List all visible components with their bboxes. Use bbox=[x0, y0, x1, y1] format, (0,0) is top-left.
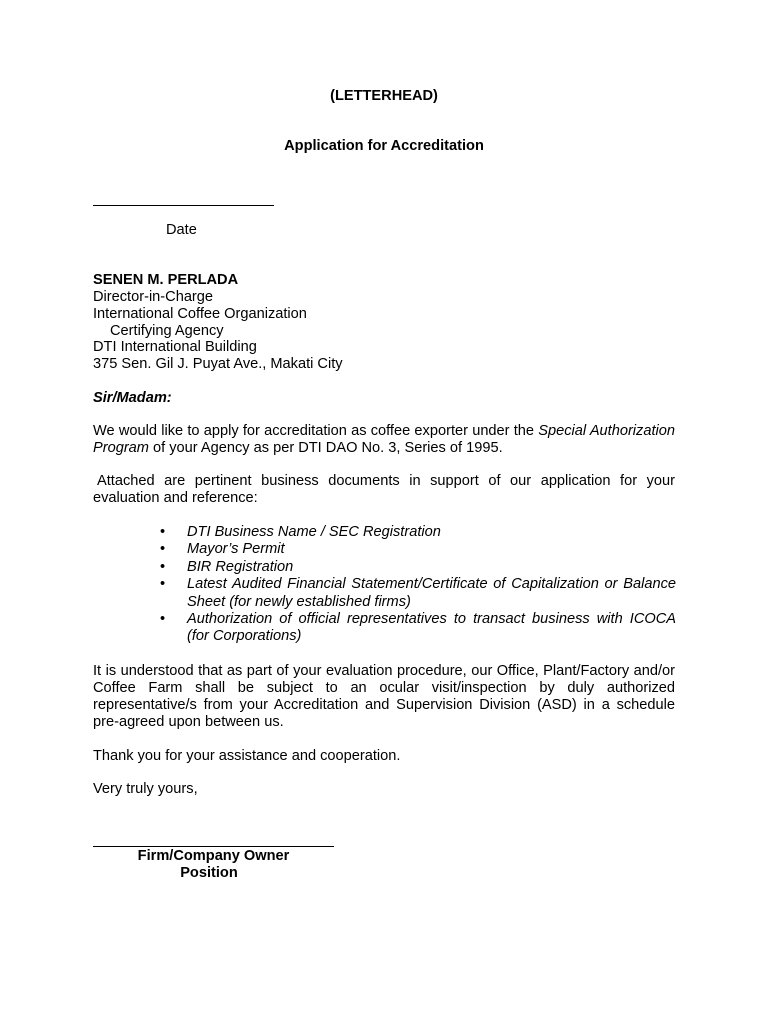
document-title: Application for Accreditation bbox=[284, 138, 484, 154]
bullet-icon: • bbox=[160, 576, 166, 593]
document-item-text: Latest Audited Financial Statement/Certificate of Capitalization or Balance Sheet (for newly established firms) bbox=[187, 576, 676, 610]
date-signature-line bbox=[93, 205, 274, 206]
bullet-icon: • bbox=[160, 611, 166, 628]
paragraph-application-after: of your Agency as per DTI DAO No. 3, Series of 1995. bbox=[148, 440, 503, 456]
list-item bbox=[160, 559, 676, 576]
owner-signature-line bbox=[93, 846, 334, 847]
list-item bbox=[160, 541, 676, 558]
recipient-building: DTI International Building bbox=[93, 339, 257, 355]
document-list bbox=[160, 524, 676, 646]
list-item bbox=[160, 611, 676, 646]
document-item-text: Mayor’s Permit bbox=[187, 541, 285, 558]
date-label: Date bbox=[166, 222, 197, 238]
paragraph-application bbox=[93, 423, 675, 457]
document-item-text: DTI Business Name / SEC Registration bbox=[187, 524, 441, 540]
closing-line: Very truly yours, bbox=[93, 781, 198, 797]
bullet-icon: • bbox=[160, 541, 166, 558]
letterhead-placeholder: (LETTERHEAD) bbox=[330, 88, 438, 104]
paragraph-attachments-text: Attached are pertinent business documents in support of our application for your evaluation and reference: bbox=[93, 473, 675, 506]
paragraph-application-text bbox=[93, 423, 675, 457]
paragraph-attachments bbox=[93, 473, 675, 507]
paragraph-application-before: We would like to apply for accreditation as coffee exporter under the bbox=[93, 423, 539, 439]
salutation: Sir/Madam: bbox=[93, 390, 172, 406]
recipient-address: 375 Sen. Gil J. Puyat Ave., Makati City bbox=[93, 356, 343, 372]
paragraph-inspection bbox=[93, 663, 675, 731]
thank-you-line: Thank you for your assistance and cooperation. bbox=[93, 748, 401, 764]
recipient-title: Director-in-Charge bbox=[93, 289, 214, 305]
bullet-icon: • bbox=[160, 524, 166, 540]
owner-label: Firm/Company Owner bbox=[137, 848, 290, 864]
recipient-agency: Certifying Agency bbox=[110, 323, 224, 339]
bullet-icon: • bbox=[160, 558, 166, 575]
document-item-text: BIR Registration bbox=[187, 558, 294, 575]
recipient-name: SENEN M. PERLADA bbox=[93, 272, 239, 288]
paragraph-inspection-text: It is understood that as part of your evaluation procedure, our Office, Plant/Factory and/or Coffee Farm shall be subject to an ocular visit/inspection by duly authorized representative/s from your Accreditation and Supervision Division (ASD) in a schedule pre-agreed upon between us. bbox=[93, 663, 675, 730]
list-item bbox=[160, 524, 676, 541]
recipient-organization: International Coffee Organization bbox=[93, 306, 307, 322]
document-item-text: Authorization of official representatives to transact business with ICOCA (for Corporations) bbox=[187, 611, 676, 645]
position-label: Position bbox=[180, 865, 238, 881]
list-item bbox=[160, 576, 676, 611]
program-name: Special Authorization Program bbox=[93, 423, 675, 456]
